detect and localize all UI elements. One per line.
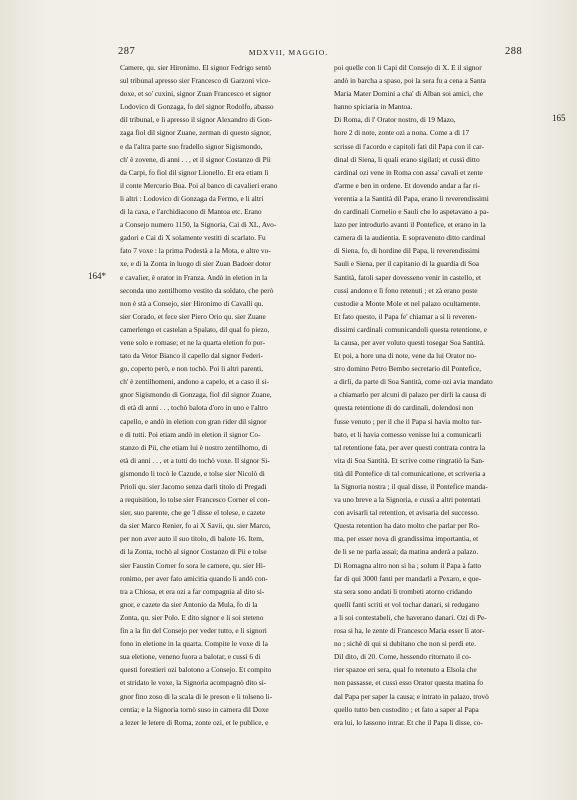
text-line: Questa retention ha dato molto che parlar per Ro- (334, 521, 480, 531)
text-line: zaga fiol dil signor Zuane, zerman di questo signor, (120, 128, 272, 138)
text-line: ch' è zentilhomeni, andono a capelo, et a caso il si- (120, 377, 269, 387)
margin-note-left: 164* (88, 271, 106, 281)
text-line: stanzo di Pii, che etiam lui è nostro zentilhomo, di (120, 442, 268, 452)
page-number-left: 287 (118, 46, 136, 57)
text-line: gadori e Cai di X solamente vestiti di scarlato. Fu (120, 233, 266, 243)
text-line: vene solo e romase; et ne la quarta eletion fo por- (120, 337, 266, 347)
text-line: fono in eletione in la quarta. Compite le voxe di la (120, 639, 268, 649)
margin-note-right: 165 (552, 113, 566, 123)
text-line: dil tribunal, e li apresso il signor Alexandro di Gon- (120, 115, 273, 125)
text-line: a dirli, da parte di Soa Santità, come ozi avia mandato (334, 377, 493, 387)
text-line: a lezer le letere di Roma, zonte ozi, et le publice, e (120, 717, 269, 727)
text-line: Camere, qu. sier Hironimo. El signor Fedrigo sentò (120, 63, 271, 72)
text-line: d'arme e ben in ordene. Et dovendo andar a far ri- (334, 180, 480, 190)
text-line: sier Faustin Corner fo sora le camere, qu. sier Hi- (120, 560, 266, 570)
text-line: sua eletione, veneno fuora a balotar, e cussì 6 di (120, 652, 261, 662)
text-line: de li se ne parla assai; da matina anderà a palazo. (334, 547, 479, 557)
text-line: di la Zonta, tochò al signor Costanzo di Pii e tolse (120, 547, 267, 557)
text-line: dissimi cardinali comunicandoli questa retentione, e (334, 324, 487, 334)
text-line: era lui, lo lassono intrar. Et che il Papa li disse, co- (334, 717, 483, 727)
text-line: stro domino Petro Bembo secretario dil Pontefice, (334, 364, 482, 374)
text-line: sier Corado, et fece sier Piero Orio qu. sier Zuane (120, 311, 266, 321)
text-line: da Carpi, fo fiol dil signor Lionello. Et era etiam lì (120, 167, 269, 177)
text-line: centia; e la Signoria tornò suso in camera dil Doxe (120, 704, 269, 714)
text-line: far di qui 3000 fanti per mandarli a Pexaro, e que- (334, 573, 482, 583)
text-line: li altri : Lodovico di Gonzaga da Fermo, e li altri (120, 193, 264, 203)
text-line: Dil dito, di 20. Come, hessendo ritornato il co- (334, 652, 472, 662)
text-line: non è stà a Consejo, sier Hironimo di Cavalli qu. (120, 298, 264, 308)
text-line: di Siena, fo, di hordine dil Papa, li reverendissimi (334, 246, 480, 256)
text-line: Et poi, a hore una di note, vene da lui Orator no- (334, 351, 477, 361)
text-line: e da l'altra parte suo fradello signor Sigismondo, (120, 141, 263, 151)
text-line: hore 2 di note, zonte ozi a nona. Come a dì 17 (334, 128, 470, 138)
text-line: quelli fanti scriti et vol tochar danari, si redugano (334, 599, 479, 609)
text-line: ch' è zovene, di anni . . , et il signor Costanzo di Pii (120, 154, 271, 164)
text-line: rier spazoe eri sera, qual fo retenuto a Elsola che (334, 665, 477, 675)
text-line: fato 7 voxe : la prima Podestà a la Mota, e altre vo- (120, 246, 271, 256)
text-line: fin a la fin del Consejo per veder tutto, e li signori (120, 626, 267, 636)
text-line: custodie a Monte Mole et nel palazo ocultamente. (334, 298, 481, 308)
text-line: do cardinali Cornelio e Sauli che lo aspetavano a pa- (334, 207, 489, 217)
text-line: non passasse, et cussì esso Orator questa matina fo (334, 678, 484, 688)
text-line: doxe, et so' cuxini, signor Zuan Francesco et signor (120, 89, 272, 99)
text-line: dinal di Siena, li quali erano sigilati; et cussì ditto (334, 154, 480, 164)
text-line: et stridato le voxe, la Signoria acompagnò dito si- (120, 678, 267, 688)
text-line: a requisition, lo tolse sier Francesco Corner el con- (120, 495, 270, 505)
text-line: hanno spiciaria in Mantoa. (334, 102, 413, 112)
text-line: di la caxa, e l'archidiacono di Mantoa etc. Erano (120, 207, 262, 217)
text-line: Di Roma, di l' Orator nostro, di 19 Mazo, (334, 115, 456, 125)
text-line: gnor, e cazete da sier Antonio da Mula, fo di la (120, 599, 258, 609)
text-line: quello tutto ben custodito ; et fato a saper al Papa (334, 704, 479, 714)
text-line: a Consejo numero 1150, la Signoria, Cai di XL, Avo- (120, 220, 277, 230)
text-line: tal retentione fata, per aver questi contrata contra la (334, 442, 486, 452)
text-line: con avisarli tal retention, et avisaria del successo. (334, 508, 479, 518)
running-title: MDXVII, MAGGIO. (248, 48, 329, 57)
text-line: ma, per esser nova di grandissima importantia, et (334, 534, 479, 544)
text-line: a li soi contestabeli, che haverano danari. Ozi di Pe- (334, 612, 487, 622)
text-line: Maria Mater Domini a cha' di Alban soi amici, che (334, 89, 483, 99)
text-line: di età di anni . . , tochò balota d'oro in uno e l'altro (120, 403, 268, 413)
right-column (334, 61, 546, 729)
text-line: Et fato questo, il Papa fe' chiamar a sì li reveren- (334, 311, 478, 321)
text-line: Prioli qu. sier Jacomo senza darli titolo di Pregadi (120, 482, 267, 491)
text-line: xe, e di la Zonta in luogo di sier Zuan Badoer dotor (120, 259, 271, 269)
left-column (120, 61, 330, 729)
text-line: la Signoria nostra ; il qual disse, il Pontefice manda- (334, 482, 488, 491)
text-line: e cavalier, è orator in Franza. Andò in eletion in la (120, 272, 268, 282)
text-line: Lodovico di Gonzaga, fo del signor Rodolfo, abasso (120, 102, 274, 112)
text-line: go, coperto però, e non tochò. Poi li altri parenti, (120, 364, 263, 374)
text-line: gismondo li tocò le Cazude, e tolse sier Nicolò di (120, 468, 265, 478)
text-line: camera di la audientia. E sopravenuto ditto cardinal (334, 233, 486, 243)
text-line: sul tribunal apresso sier Francesco di Garzoni vice- (120, 76, 271, 86)
page-header (0, 46, 577, 62)
text-line: sta sera sono andati li trombeti atorno cridando (334, 586, 473, 596)
text-line: gnor Sigismondo di Gonzaga, fiol dil signor Zuane, (120, 390, 272, 400)
text-line: Santità, fatoli saper dovesseno venir in castello, et (334, 272, 482, 282)
text-line: il conte Mercurio Bua. Poi al banco di cavalieri erano (120, 180, 278, 190)
page-number-right: 288 (505, 46, 523, 57)
text-line: ronimo, per aver fato amicitia quando li andò con- (120, 573, 268, 583)
text-line: Di Romagna altro non si ha ; solum il Papa à fatto (334, 560, 482, 570)
text-line: sier, suo parente, che ge 'l disse el tolese, e cazete (120, 508, 266, 518)
text-line: tità dil Pontefice di tal comunicatione, et scriveria a (334, 468, 486, 478)
text-line: tato da Vetor Bianco il capello dal signor Federi- (120, 351, 264, 361)
text-line: fusse venuto ; per il che il Papa si havia molto tur- (334, 416, 482, 426)
text-line: questa retentione di do cardinali, dolendosi non (334, 403, 474, 413)
text-line: poi quelle con li Capi dil Consejo di X. E il signor (334, 63, 482, 72)
text-line: seconda uno zentilhomo vestito da soldato, che però (120, 285, 274, 295)
text-line: tra a Chiosa, et era ozi a far compagnia al dito si- (120, 586, 265, 596)
text-line: questi forestieri ozi balotono a Consejo. Et compito (120, 665, 272, 675)
text-line: camerlengo et castelan a Spalato, dil qual fo piezo, (120, 324, 270, 334)
text-line: andò in barcha a spaso, poi la sera fu a cena a Santa (334, 76, 486, 86)
text-line: cardinal ozi vene in Roma con assa' cavali et zente (334, 167, 483, 177)
text-line: la causa, per aver voluto questi tosegar Soa Santità. (334, 337, 485, 347)
text-line: gnor fino zoso di la scala di le preson e li tolseno li- (120, 691, 273, 701)
text-line: lazo per introdurlo avanti il Pontefice, et erano in la (334, 220, 486, 230)
text-line: vita di Soa Santità. Et scrive come ringratiò la San- (334, 455, 485, 465)
text-line: rosa si ha, le zente di Francesco Maria esser lì ator- (334, 626, 485, 636)
text-line: a chiamarlo per alcuni di palazo per dirli la causa di (334, 390, 487, 400)
text-line: va uno breve a la Signoria, e cussì a altri potentati (334, 495, 481, 505)
text-line: cussì andono e lì fono retenuti ; et zà erano poste (334, 285, 478, 295)
text-line: bato, et li havia comesso venisse lui a comunicarli (334, 429, 482, 439)
text-line: Sauli e Siena, per il capitanio di la guardia di Soa (334, 259, 479, 269)
text-line: no ; sichè di qui si dubitano che non si perdi ete. (334, 639, 476, 649)
text-line: da sier Marco Renier, fo ai X Savii, qu. sier Marco, (120, 521, 271, 531)
text-line: verentia a la Santità dil Papa, erano li reverendissimi (334, 193, 489, 203)
text-line: capello, e andò in eletion con gran rider dil signor (120, 416, 267, 426)
text-line: scrisse di l'acordo e capitoli fati dil Papa con il car- (334, 141, 485, 151)
text-line: e di tutti. Poi etiam andò in eletion il signor Co- (120, 429, 261, 439)
text-line: età di anni . . , et a tutti do tochò voxe. Il signor Si- (120, 455, 270, 465)
text-line: per non aver auto il suo titolo, di balote 16. Item, (120, 534, 264, 544)
text-line: Zonta, qu. sier Polo. E dito signor e li soi steteno (120, 612, 264, 622)
text-line: dal Papa per saper la causa; e intrato in palazo, trovò (334, 691, 489, 701)
